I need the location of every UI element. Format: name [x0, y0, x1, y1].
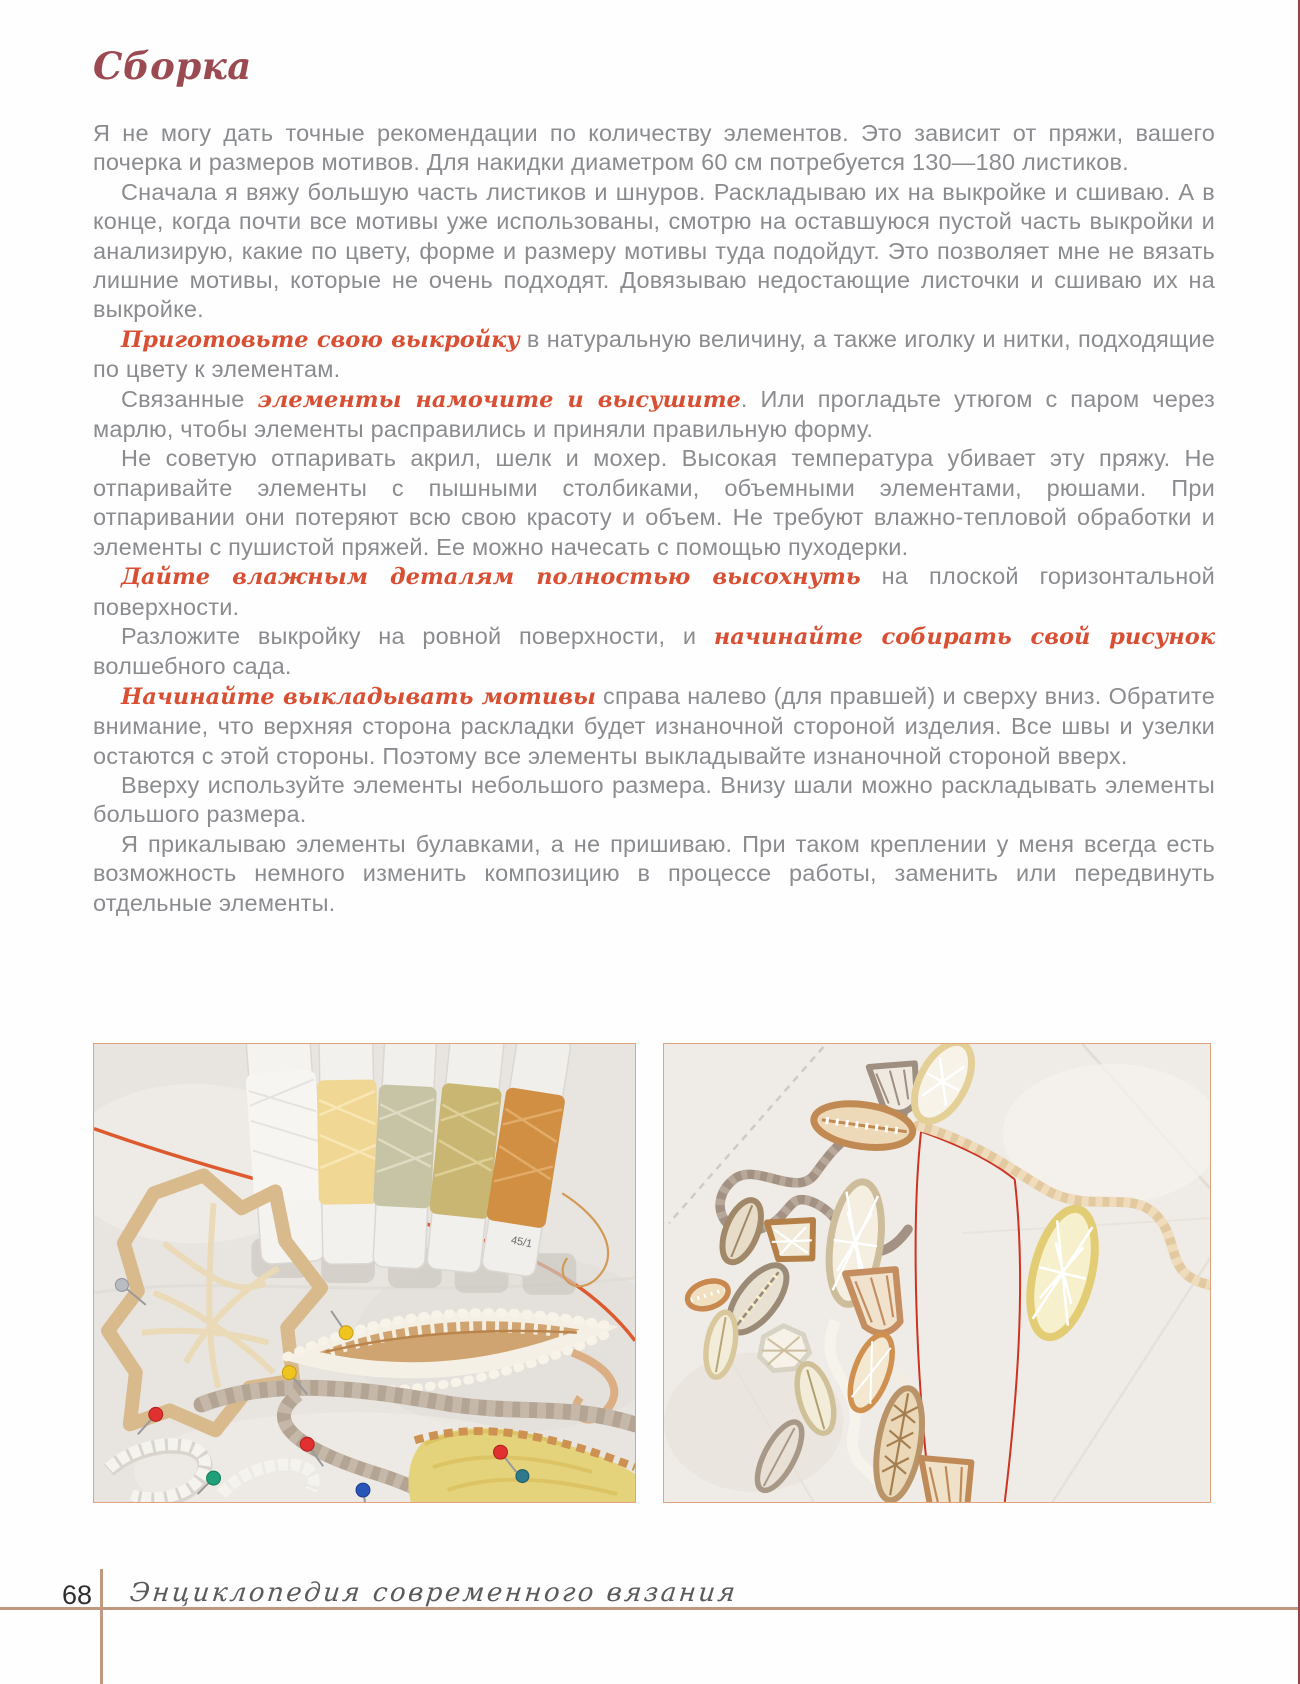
- paragraph-text: в натуральную величину, а также иголку и нитки, подходящие по цвету к элементам.: [93, 325, 1216, 383]
- photo-spools-and-motifs: [93, 1043, 636, 1503]
- paragraph-text: Не советую отпаривать акрил, шелк и мохер. Высокая температура убивает эту пряжу. Не отпаривайте элементы с пышными столбиками, объемными элементами, рюшами. При отпаривании они потеряют всю свою красоту и объем. Не требуют влажно-тепловой обработки и элементы с пушистой пряжей. Ее можно начесать с помощью пуходерки.: [93, 445, 1215, 560]
- highlighted-phrase: элементы намочите и высушите: [257, 386, 741, 413]
- photo-spools-illustration: [94, 1044, 635, 1502]
- paragraph: [93, 622, 1215, 682]
- paragraph: [93, 325, 1215, 385]
- paragraph-text: волшебного сада.: [93, 653, 292, 680]
- photo-pattern-layout: [663, 1043, 1211, 1503]
- page-number: 68: [61, 1580, 92, 1610]
- paragraph-text: Связанные: [121, 385, 258, 412]
- paragraph: [93, 119, 1215, 178]
- highlighted-phrase: начинайте собирать свой рисунок: [713, 623, 1215, 650]
- paragraph-text: справа налево (для правшей) и сверху вниз. Обратите внимание, что верхняя сторона раскладки будет изнаночной стороной изделия. Все швы и узелки остаются с этой стороны. Поэтому все элементы выкладывайте изнаночной стороной вверх.: [93, 682, 1215, 769]
- highlighted-phrase: Приготовьте свою выкройку: [121, 326, 520, 353]
- figures-row: [93, 1043, 1211, 1503]
- paragraph: [93, 682, 1215, 771]
- highlighted-phrase: Начинайте выкладывать мотивы: [121, 683, 596, 710]
- paragraph-text: Сначала я вяжу большую часть листиков и шнуров. Раскладываю их на выкройке и сшиваю. А в конце, когда почти все мотивы уже использованы, смотрю на оставшуюся пустой часть выкройки и анализирую, какие по цвету, форме и размеру мотивы туда подойдут. Это позволяет мне не вязать лишние мотивы, которые не очень подходят. Довязываю недостающие листочки и сшиваю их на выкройке.: [93, 178, 1215, 323]
- svg-text:45/1: 45/1: [509, 1234, 534, 1251]
- paragraph: [93, 562, 1215, 622]
- page-title: Сборка: [93, 44, 252, 88]
- paragraph: [93, 385, 1215, 445]
- paragraph-text: Разложите выкройку на ровной поверхности, и: [121, 622, 714, 649]
- paragraph: [93, 830, 1215, 918]
- paragraph-text: . Или прогладьте утюгом с паром через марлю, чтобы элементы расправились и приняли правильную форму.: [93, 385, 1215, 443]
- paragraph: [93, 444, 1215, 562]
- photo-pattern-illustration: [664, 1044, 1210, 1502]
- book-title: Энциклопедия современного вязания: [128, 1578, 739, 1608]
- paragraph: [93, 178, 1215, 325]
- paragraph-text: Вверху используйте элементы небольшого размера. Внизу шали можно раскладывать элементы большого размера.: [93, 771, 1215, 828]
- paragraph-text: Я прикалываю элементы булавками, а не пришиваю. При таком креплении у меня всегда есть возможность немного изменить композицию в процессе работы, заменить или передвинуть отдельные элементы.: [93, 830, 1215, 916]
- paragraph: [93, 771, 1215, 830]
- highlighted-phrase: Дайте влажным деталям полностью высохнуть: [121, 564, 861, 591]
- footer-vertical-rule: [100, 1569, 103, 1684]
- paragraph-text: Я не могу дать точные рекомендации по количеству элементов. Это зависит от пряжи, вашего почерка и размеров мотивов. Для накидки диаметром 60 см потребуется 130—180 листиков.: [93, 120, 1215, 176]
- paragraph-text: на плоской горизонтальной поверхности.: [93, 563, 1215, 620]
- body-text: [93, 119, 1215, 918]
